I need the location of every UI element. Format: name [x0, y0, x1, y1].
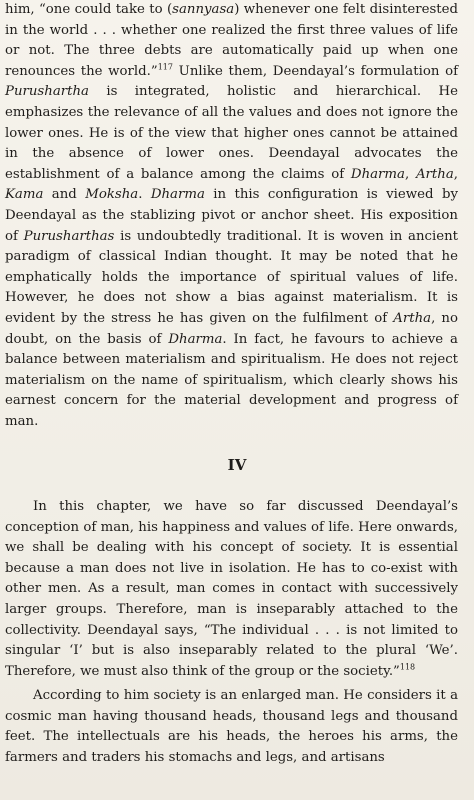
italic-term: Moksha [85, 187, 139, 203]
text-run: is undoubtedly traditional. It is woven in ancient paradigm of classical Indian thought. It may be noted that he emphatically holds the importance of spiritual values of life. However, he does not show a bias against materialism. It is evident by the stress he has given on the fulfilment of [5, 228, 458, 326]
italic-term: Kama [5, 187, 44, 203]
footnote-marker: 117 [157, 62, 173, 72]
text-run: , [453, 166, 458, 182]
footnote-marker: 118 [399, 662, 416, 672]
text-run: ) whenever one felt disinterested in the world . . . whether one realized the first three values of life or not. The three debts are automatically paid up when one renounces the world.” [5, 2, 458, 79]
paragraph-cosmic-man [5, 686, 458, 768]
text-run: in this configuration is viewed by Deendayal as the stablizing pivot or anchor sheet. His exposition of [5, 187, 458, 244]
section-heading: IV [227, 456, 247, 474]
italic-term: Dharma [350, 166, 405, 182]
text-run: According to him society is an enlarged man. He considers it a cosmic man having thousand heads, thousand legs and thousand feet. The intellectuals are his heads, the heroes his arms, the farmers and traders his stomachs and legs, and artisans [5, 688, 458, 765]
italic-term: sannyasa [172, 2, 235, 17]
italic-term: Purusharthas [23, 228, 115, 244]
text-run: him, “one could take to ( [5, 2, 173, 17]
text-run: and [43, 187, 86, 203]
text-run: In this chapter, we have so far discussed Deendayal’s conception of man, his happiness and values of life. Here onwards, we shall be dealing with his concept of society. It is essential because a man does not live in isolation. He has to co-exist with other men. As a result, man comes in contact with successively larger groups. Therefore, man is inseparably attached to the collectivity. Deendayal says, “The individual . . . is not limited to singular ‘I’ but is also inseparably related to the plural ‘We’. Therefore, we must also think of the group or the society.” [5, 499, 458, 679]
text-run: Unlike them, Deendayal’s formulation of [172, 63, 458, 79]
italic-term: Dharma [150, 187, 205, 203]
text-run: , no doubt, on the basis of [5, 310, 458, 347]
italic-term: Dharma [168, 331, 223, 347]
paragraph-purushartha [5, 0, 458, 432]
italic-term: Artha [415, 166, 454, 182]
italic-term: Artha [393, 310, 432, 326]
paragraph-concept-of-society [5, 497, 458, 682]
italic-term: Purushartha [5, 84, 89, 100]
text-run: is integrated, holistic and hierarchical. He emphasizes the relevance of all the values and does not ignore the lower ones. He is of the view that higher ones cannot be attained in the absence of lower ones. Deendayal advocates the establishment of a balance among the claims of [5, 84, 458, 182]
text-run: , [404, 166, 416, 182]
text-run: . [138, 187, 151, 203]
text-run: . In fact, he favours to achieve a balance between materialism and spiritualism. He does not reject materialism on the name of spiritualism, which clearly shows his earnest concern for the material development and progress of man. [5, 331, 458, 429]
